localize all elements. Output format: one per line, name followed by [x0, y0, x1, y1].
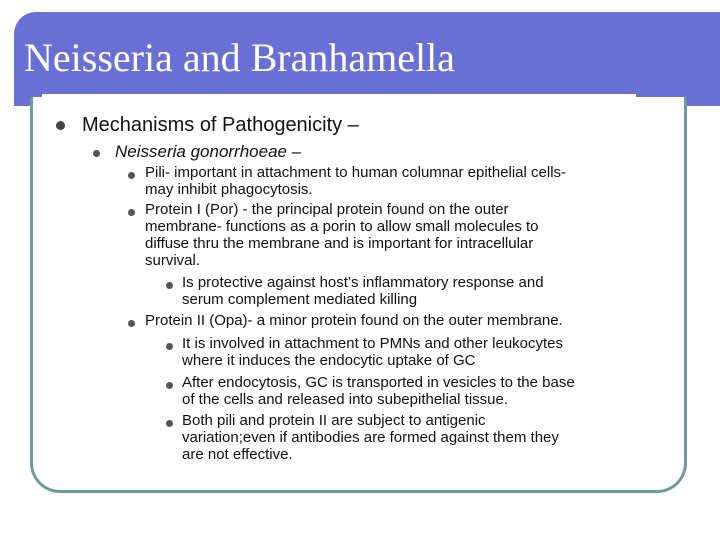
point-protein2-sub1-line-1: It is involved in attachment to PMNs and other leukocytes [182, 335, 564, 352]
slide-title: Neisseria and Branhamella [24, 35, 455, 80]
point-protein1-line-1: Protein I (Por) - the principal protein found on the outer [145, 201, 509, 218]
point-pili-line-1: Pili- important in attachment to human columnar epithelial cells- [145, 164, 567, 181]
subheading-gonorrhoeae: Neisseria gonorrhoeae – [115, 142, 302, 161]
point-protein1-line-2: membrane- functions as a porin to allow small molecules to [145, 218, 539, 235]
point-protein1-sub-line-2: serum complement mediated killing [182, 291, 418, 308]
bullet-icon [166, 382, 173, 389]
point-protein1-line-3: diffuse thru the membrane and is important for intracellular [145, 235, 534, 252]
bullet-icon [166, 282, 173, 289]
bullet-icon [56, 121, 65, 130]
point-protein2-line-1: Protein II (Opa)- a minor protein found on the outer membrane. [145, 312, 563, 329]
point-pili-line-2: may inhibit phagocytosis. [145, 181, 313, 198]
heading-mechanisms: Mechanisms of Pathogenicity – [82, 114, 359, 136]
bullet-icon [166, 343, 173, 350]
bullet-icon [128, 172, 135, 179]
point-protein2-sub3-line-3: are not effective. [182, 446, 293, 463]
point-protein2-sub3-line-2: variation;even if antibodies are formed against them they [182, 429, 559, 446]
bullet-icon [93, 150, 100, 157]
bullet-icon [166, 420, 173, 427]
point-protein2-sub2-line-1: After endocytosis, GC is transported in vesicles to the base [182, 374, 575, 391]
point-protein1-sub-line-1: Is protective against host’s inflammatory response and [182, 274, 544, 291]
point-protein2-sub3-line-1: Both pili and protein II are subject to antigenic [182, 412, 486, 429]
point-protein2-sub2-line-2: of the cells and released into subepithelial tissue. [182, 391, 509, 408]
bullet-icon [128, 209, 135, 216]
point-protein2-sub1-line-2: where it induces the endocytic uptake of GC [182, 352, 476, 369]
point-protein1-line-4: survival. [145, 252, 201, 269]
bullet-icon [128, 320, 135, 327]
